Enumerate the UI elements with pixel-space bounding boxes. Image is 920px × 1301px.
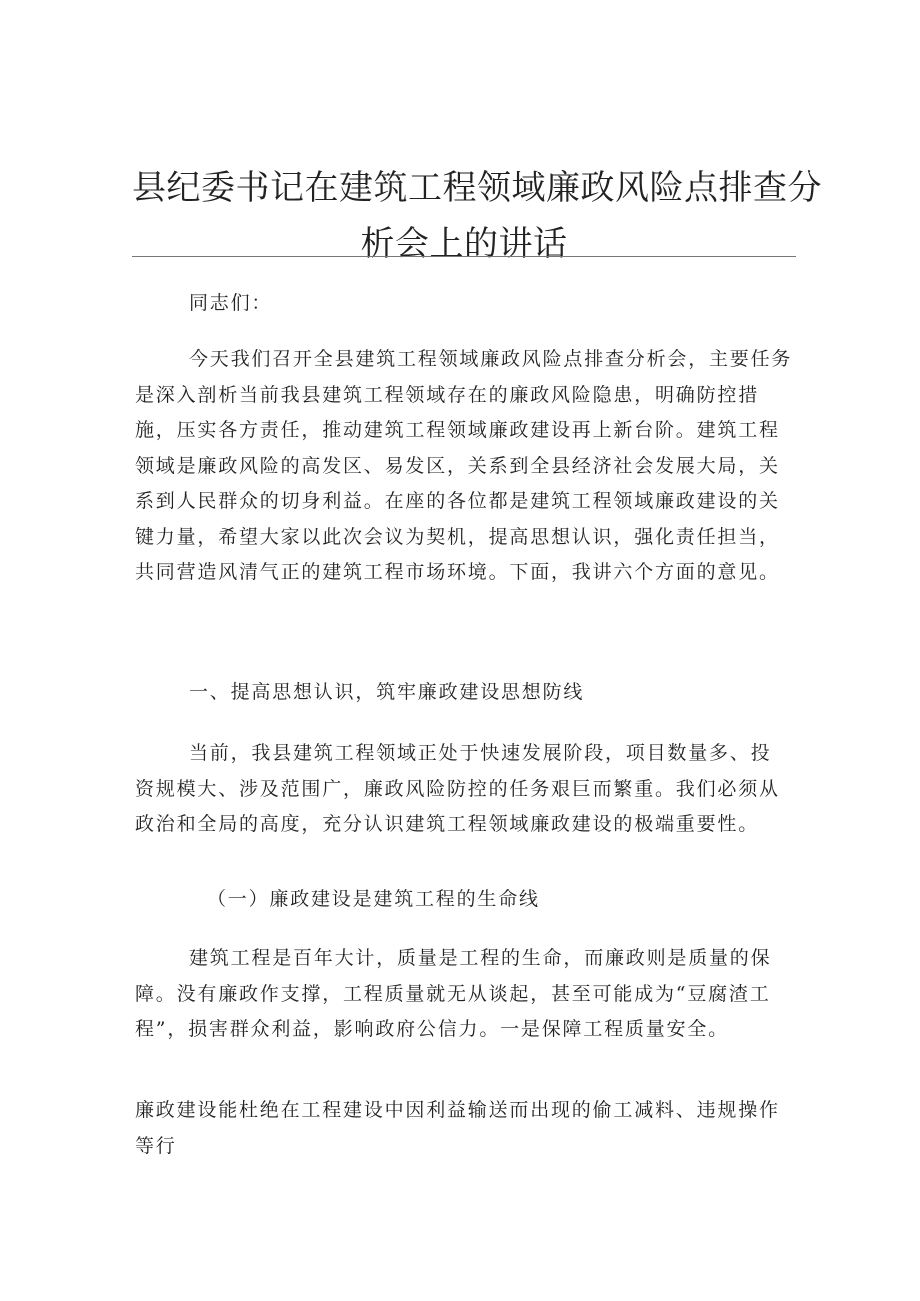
greeting [135,286,795,322]
paragraph-4-text: 廉政建设能杜绝在工程建设中因利益输送而出现的偷工减料、违规操作等行 [135,1099,780,1157]
paragraph-2 [135,736,785,843]
title-divider [132,256,796,257]
title-line-2: 析会上的讲话 [360,224,568,264]
paragraph-1-text: 今天我们召开全县建筑工程领域廉政风险点排查分析会，主要任务是深入剖析当前我县建筑工程领域存在的廉政风险隐患，明确防控措施，压实各方责任，推动建筑工程领域廉政建设再上新台阶。建筑工程领域是廉政风险的高发区、易发区，关系到全县经济社会发展大局，关系到人民群众的切身利益。在座的各位都是建筑工程领域廉政建设的关键力量，希望大家以此次会议为契机，提高思想认识，强化责任担当，共同营造风清气正的建筑工程市场环境。下面，我讲六个方面的意见。 [135,348,793,583]
section-heading-1 [135,675,795,711]
section-heading-1-text: 一、提高思想认识，筑牢廉政建设思想防线 [189,681,585,703]
paragraph-3-text: 建筑工程是百年大计，质量是工程的生命，而廉政则是质量的保障。没有廉政作支撑，工程质量就无从谈起，甚至可能成为“豆腐渣工程”，损害群众利益，影响政府公信力。一是保障工程质量安全。 [135,947,772,1040]
title-line-1: 县纪委书记在建筑工程领域廉政风险点排查分 [132,168,822,208]
subsection-heading-1-text: （一）廉政建设是建筑工程的生命线 [207,888,540,910]
paragraph-3 [135,941,795,1048]
subsection-heading-1 [135,882,795,918]
greeting-text: 同志们： [189,292,273,314]
paragraph-1 [135,342,795,591]
paragraph-2-text: 当前，我县建筑工程领域正处于快速发展阶段，项目数量多、投资规模大、涉及范围广，廉政风险防控的任务艰巨而繁重。我们必须从政治和全局的高度，充分认识建筑工程领域廉政建设的极端重要性。 [135,742,780,835]
paragraph-4 [135,1093,795,1164]
